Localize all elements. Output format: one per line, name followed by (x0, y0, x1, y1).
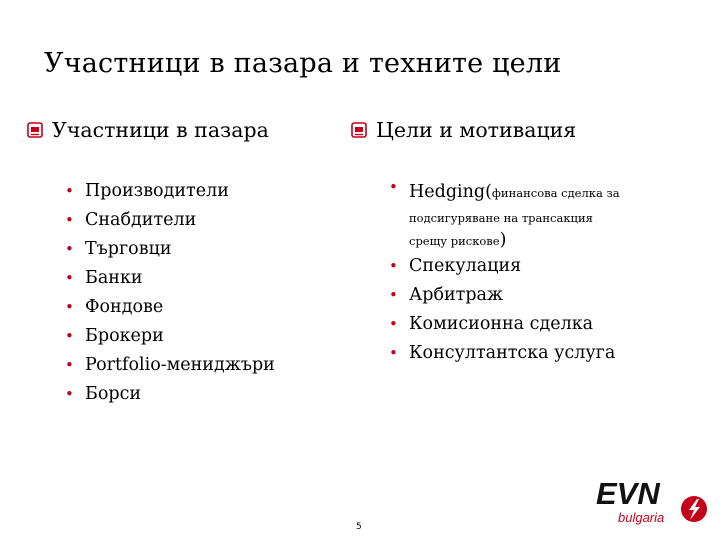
hedging-note-line1: финансова сделка за (491, 186, 620, 200)
list-item-hedging (389, 178, 620, 252)
list-item: • Арбитраж (409, 281, 620, 310)
participants-heading-label: Участници в пазара (52, 118, 269, 142)
participants-list (65, 177, 275, 409)
list-item: • Производители (85, 177, 275, 206)
list-item: • Portfolio-мениджъри (85, 351, 275, 380)
square-box-icon (26, 121, 44, 139)
bullet-dot: • (65, 269, 74, 287)
list-item: • Консултантска услуга (409, 339, 620, 368)
list-item: • Търговци (85, 235, 275, 264)
goals-list (389, 178, 620, 368)
close-paren: ) (499, 230, 507, 250)
bullet-dot: • (65, 327, 74, 345)
bullet-dot: • (65, 356, 74, 374)
bullet-dot: • (389, 178, 398, 196)
bullet-dot: • (65, 240, 74, 258)
list-item: • Фондове (85, 293, 275, 322)
square-box-icon (350, 121, 368, 139)
list-item: • Снабдители (85, 206, 275, 235)
slide-title: Участници в пазара и техните цели (44, 48, 562, 79)
hedging-note-line3: срещу рискове (409, 234, 500, 248)
list-item: • Банки (85, 264, 275, 293)
hedging-label: Hedging (409, 182, 486, 202)
bullet-dot: • (65, 298, 74, 316)
open-paren: ( (485, 182, 492, 202)
logo-brand-text: EVN (596, 476, 660, 511)
bullet-dot: • (389, 315, 398, 333)
list-item: • Борси (85, 380, 275, 409)
hedging-note-line2: подсигуряване на трансакция (409, 211, 593, 225)
page-number: 5 (356, 522, 362, 532)
bullet-dot: • (65, 182, 74, 200)
list-item: • Брокери (85, 322, 275, 351)
participants-heading (26, 118, 269, 142)
list-item: • Комисионна сделка (409, 310, 620, 339)
list-item: • Спекулация (409, 252, 620, 281)
bullet-dot: • (389, 286, 398, 304)
logo-sub-text: bulgaria (618, 510, 665, 525)
bullet-dot: • (389, 344, 398, 362)
bullet-dot: • (65, 385, 74, 403)
evn-bulgaria-logo (594, 474, 710, 528)
goals-heading-label: Цели и мотивация (376, 118, 577, 142)
bullet-dot: • (65, 211, 74, 229)
bullet-dot: • (389, 257, 398, 275)
goals-heading (350, 118, 576, 142)
